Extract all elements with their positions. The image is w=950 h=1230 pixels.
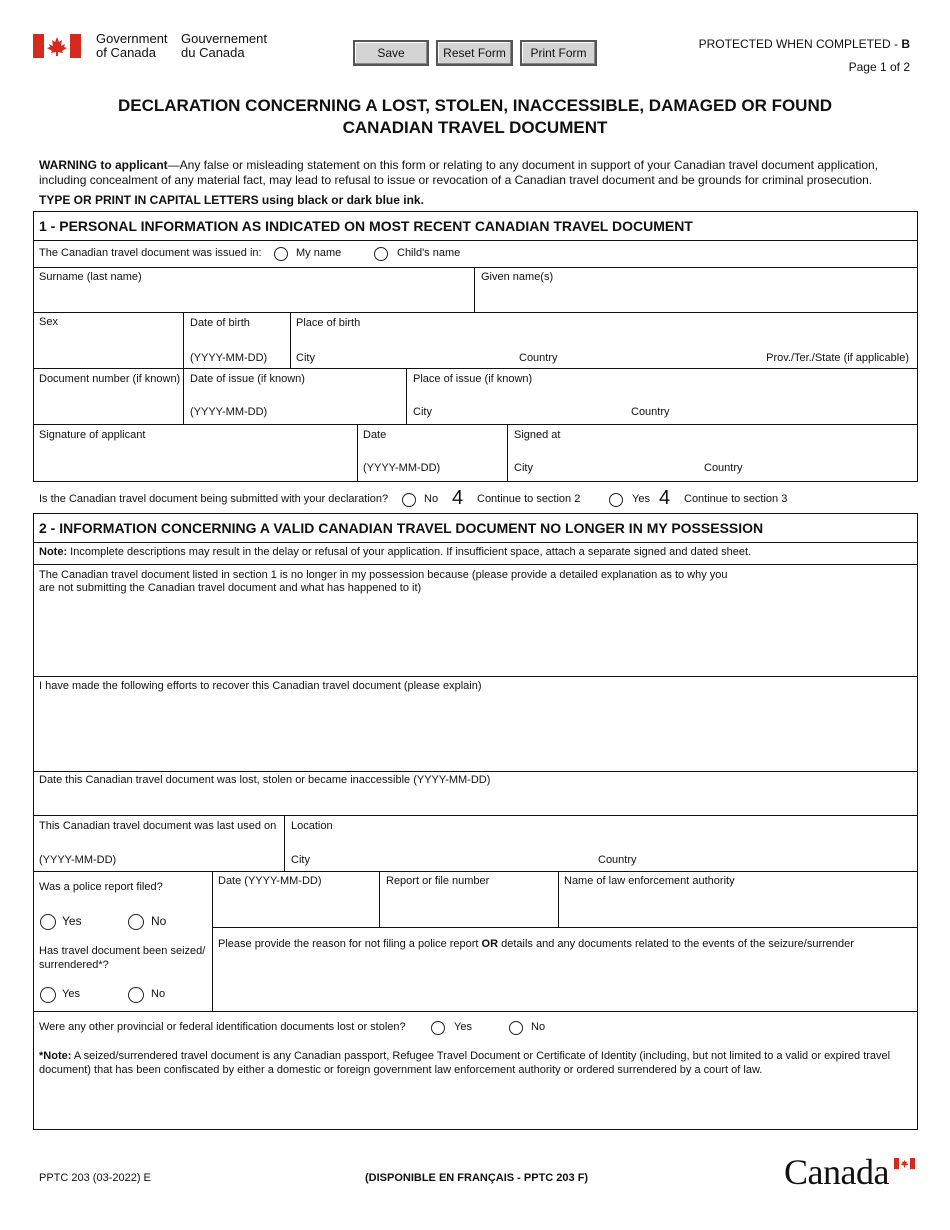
- form-id: PPTC 203 (03-2022) E: [39, 1172, 151, 1184]
- childs-name-label: Child's name: [397, 247, 461, 259]
- canada-wordmark: Canada: [784, 1152, 889, 1192]
- no-longer-label: [39, 569, 728, 595]
- other-ids-no-label: No: [531, 1021, 546, 1033]
- efforts-label: I have made the following efforts to recover this Canadian travel document (please explain): [39, 680, 482, 692]
- sign-date-format: (YYYY-MM-DD): [363, 462, 441, 474]
- gov-fr: [181, 32, 267, 60]
- seized-no-label: No: [151, 988, 166, 1000]
- sign-date-label: Date: [363, 429, 387, 441]
- reason-label: [218, 938, 854, 950]
- divider: [212, 871, 213, 1011]
- divider: [183, 312, 184, 369]
- gov-en: [96, 32, 168, 60]
- divider: [558, 871, 559, 928]
- issued-in-label: The Canadian travel document was issued in:: [39, 247, 262, 259]
- divider: [33, 312, 918, 313]
- date-lost-label: Date this Canadian travel document was lost, stolen or became inaccessible (YYYY-MM-DD): [39, 774, 491, 786]
- submitted-yes-label: Yes: [632, 493, 650, 505]
- doc-number-label: Document number (if known): [39, 373, 181, 385]
- title-line2: CANADIAN TRAVEL DOCUMENT: [342, 118, 608, 137]
- no-longer-explanation-input[interactable]: [34, 596, 917, 675]
- ink-instruction: TYPE OR PRINT IN CAPITAL LETTERS using black or dark blue ink.: [39, 193, 424, 207]
- gov-en-line2: of Canada: [96, 45, 156, 60]
- signature-label: Signature of applicant: [39, 429, 146, 441]
- signed-city-label: City: [514, 462, 533, 474]
- warning-label: WARNING to applicant: [39, 158, 168, 172]
- place-of-birth-label: Place of birth: [296, 317, 361, 329]
- divider: [406, 368, 407, 425]
- pob-prov-label: Prov./Ter./State (if applicable): [766, 352, 909, 364]
- seized-yes-label: Yes: [62, 988, 80, 1000]
- divider: [33, 424, 918, 425]
- efforts-input[interactable]: [34, 696, 917, 770]
- no-longer-line1: The Canadian travel document listed in section 1 is no longer in my possession because (please provide a detailed explanation as to why you: [39, 569, 728, 581]
- reason-after: details and any documents related to the events of the seizure/surrender: [498, 938, 854, 950]
- date-of-issue-label: Date of issue (if known): [190, 373, 305, 385]
- footnote: [39, 1049, 899, 1077]
- section2-heading: 2 - INFORMATION CONCERNING A VALID CANADIAN TRAVEL DOCUMENT NO LONGER IN MY POSSESSION: [39, 520, 764, 536]
- continue-section3: Continue to section 3: [684, 493, 788, 505]
- arrow-right-icon: 4: [659, 487, 671, 509]
- divider: [33, 240, 918, 241]
- reset-form-button[interactable]: Reset Form: [436, 40, 513, 66]
- radio-seized-no[interactable]: [128, 987, 144, 1003]
- page-number: Page 1 of 2: [848, 60, 910, 74]
- radio-other-ids-no[interactable]: [509, 1021, 523, 1035]
- divider: [212, 927, 918, 928]
- police-date-label: Date (YYYY-MM-DD): [218, 875, 322, 887]
- place-of-issue-label: Place of issue (if known): [413, 373, 533, 385]
- submitted-question: Is the Canadian travel document being submitted with your declaration?: [39, 493, 389, 505]
- radio-police-no[interactable]: [128, 914, 144, 930]
- police-yes-label: Yes: [62, 914, 82, 928]
- footnote-label: *Note:: [39, 1050, 72, 1062]
- other-ids-question: Were any other provincial or federal identification documents lost or stolen?: [39, 1021, 406, 1033]
- continue-section2: Continue to section 2: [477, 493, 581, 505]
- date-lost-input[interactable]: [34, 790, 917, 814]
- note-label: Note:: [39, 546, 68, 558]
- french-version-note: (DISPONIBLE EN FRANÇAIS - PPTC 203 F): [365, 1172, 589, 1184]
- gov-fr-line2: du Canada: [181, 45, 245, 60]
- divider: [33, 871, 918, 872]
- given-names-label: Given name(s): [481, 271, 554, 283]
- seized-line1: Has travel document been seized/: [39, 945, 206, 957]
- police-report-question: Was a police report filed?: [39, 881, 163, 893]
- divider: [33, 1011, 918, 1012]
- divider: [33, 564, 918, 565]
- last-used-label: This Canadian travel document was last used on: [39, 820, 277, 832]
- seized-line2: surrendered*?: [39, 959, 109, 971]
- divider: [290, 312, 291, 369]
- gov-en-line1: Government: [96, 31, 168, 46]
- divider: [33, 815, 918, 816]
- divider: [33, 267, 918, 268]
- divider: [33, 542, 918, 543]
- divider: [33, 368, 918, 369]
- note-text: Incomplete descriptions may result in the delay or refusal of your application. If insufficient space, attach a separate signed and dated sheet.: [67, 546, 752, 558]
- canada-flag-icon: [33, 34, 81, 58]
- other-ids-yes-label: Yes: [454, 1021, 472, 1033]
- police-no-label: No: [151, 914, 167, 928]
- divider: [33, 771, 918, 772]
- reason-or: OR: [481, 938, 499, 950]
- divider: [507, 424, 508, 481]
- report-number-label: Report or file number: [386, 875, 490, 887]
- title-line1: DECLARATION CONCERNING A LOST, STOLEN, INACCESSIBLE, DAMAGED OR FOUND: [117, 96, 833, 115]
- protected-label: [699, 37, 910, 51]
- footnote-text: A seized/surrendered travel document is any Canadian passport, Refugee Travel Document or Certificate of Identity (including, but not limited to a valid or expired travel document) that has been confiscated by either a domestic or foreign government law enforcement authority or ordered surrendered by a court of law.: [39, 1050, 891, 1076]
- warning-text: —Any false or misleading statement on this form or relating to any document in support of your Canadian travel document application, including concealment of any material fact, may lead to refusal to issue or revocation of a Canadian travel document and be grounds for criminal prosecution.: [39, 158, 879, 187]
- divider: [357, 424, 358, 481]
- surname-input[interactable]: [34, 284, 473, 312]
- wordmark-flag-icon: [894, 1158, 915, 1169]
- given-names-input[interactable]: [476, 284, 917, 312]
- signed-country-label: Country: [704, 462, 743, 474]
- dob-format: (YYYY-MM-DD): [190, 352, 268, 364]
- divider: [183, 368, 184, 425]
- divider: [284, 815, 285, 871]
- location-country-label: Country: [598, 854, 637, 866]
- seized-question: [39, 944, 205, 972]
- sex-label: Sex: [39, 316, 58, 328]
- dob-label: Date of birth: [190, 317, 250, 329]
- divider: [379, 871, 380, 928]
- protected-class: B: [901, 37, 910, 51]
- gov-fr-line1: Gouvernement: [181, 31, 267, 46]
- section2-note: [39, 546, 751, 558]
- radio-other-ids-yes[interactable]: [431, 1021, 445, 1035]
- protected-text: PROTECTED WHEN COMPLETED -: [698, 37, 902, 51]
- reason-before: Please provide the reason for not filing a police report: [218, 938, 482, 950]
- no-longer-line2: are not submitting the Canadian travel document and what has happened to it): [39, 582, 422, 594]
- radio-submitted-no[interactable]: [402, 493, 416, 507]
- last-used-format: (YYYY-MM-DD): [39, 854, 117, 866]
- surname-label: Surname (last name): [39, 271, 142, 283]
- doi-format: (YYYY-MM-DD): [190, 406, 268, 418]
- radio-police-yes[interactable]: [40, 914, 56, 930]
- warning-paragraph: [39, 158, 919, 188]
- poi-country-label: Country: [631, 406, 670, 418]
- poi-city-label: City: [413, 406, 432, 418]
- radio-submitted-yes[interactable]: [609, 493, 623, 507]
- arrow-right-icon: 4: [452, 487, 464, 509]
- divider: [474, 267, 475, 313]
- pob-city-label: City: [296, 352, 315, 364]
- radio-childs-name[interactable]: [374, 247, 388, 261]
- radio-seized-yes[interactable]: [40, 987, 56, 1003]
- location-label: Location: [291, 820, 333, 832]
- my-name-label: My name: [296, 247, 342, 259]
- location-city-label: City: [291, 854, 310, 866]
- pob-country-label: Country: [519, 352, 558, 364]
- page-title: [0, 95, 950, 139]
- submitted-no-label: No: [424, 493, 439, 505]
- divider: [33, 676, 918, 677]
- signed-at-label: Signed at: [514, 429, 561, 441]
- section1-heading: 1 - PERSONAL INFORMATION AS INDICATED ON MOST RECENT CANADIAN TRAVEL DOCUMENT: [39, 218, 693, 234]
- radio-my-name[interactable]: [274, 247, 288, 261]
- authority-label: Name of law enforcement authority: [564, 875, 735, 887]
- print-form-button[interactable]: Print Form: [520, 40, 597, 66]
- save-button[interactable]: Save: [353, 40, 429, 66]
